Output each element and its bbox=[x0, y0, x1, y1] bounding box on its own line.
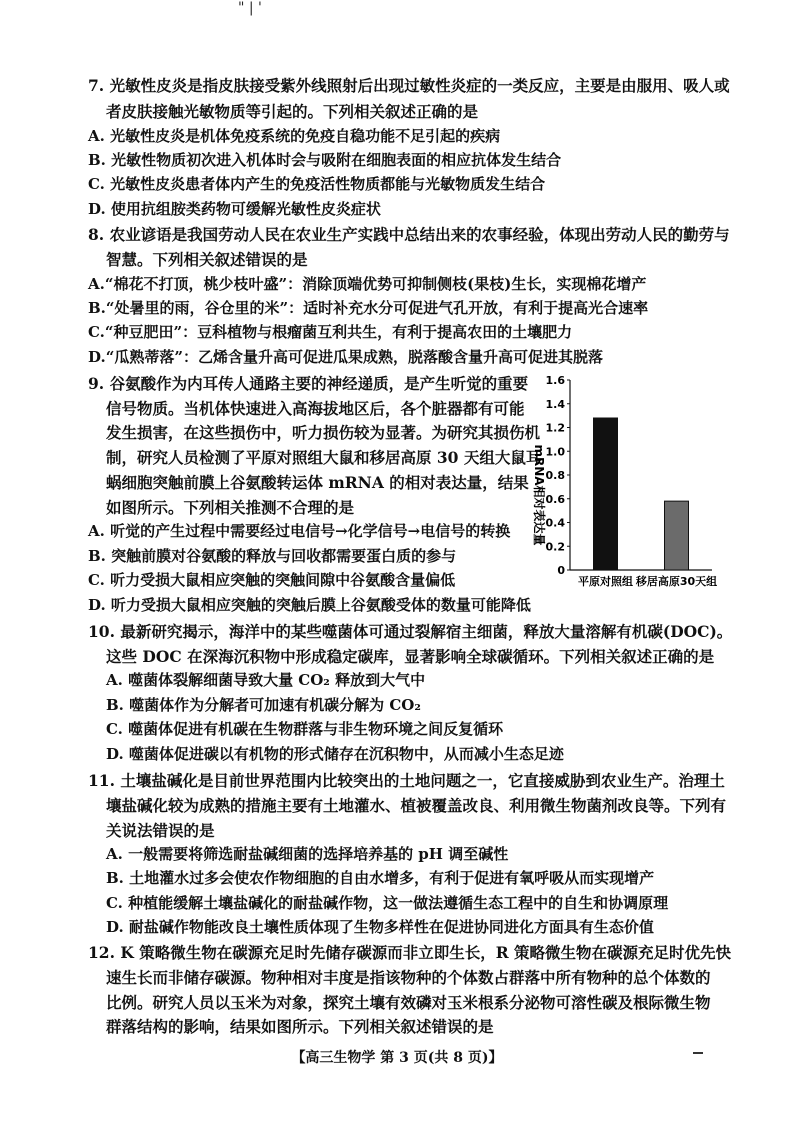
chart-y-tick-label: 1.2 bbox=[545, 421, 565, 435]
chart-category-label: 移居高原30天组 bbox=[635, 575, 718, 588]
q11-stem-line-2: 壤盐碱化较为成熟的措施主要有土地灌水、植被覆盖改良、利用微生物菌剂改良等。下列有 bbox=[106, 796, 727, 815]
chart-category-label: 平原对照组 bbox=[578, 575, 633, 588]
q12-stem-line-2: 速生长而非储存碳源。物种相对丰度是指该物种的个体数占群落中所有物种的总个体数的 bbox=[106, 968, 711, 987]
q10-option-d: D. 噬菌体促进碳以有机物的形式储存在沉积物中，从而减小生态足迹 bbox=[106, 745, 564, 763]
q9-stem-line-5: 蜗细胞突触前膜上谷氨酸转运体 mRNA 的相对表达量，结果 bbox=[106, 473, 529, 492]
chart-y-tick-label: 0 bbox=[557, 564, 565, 577]
q8-option-b: B.“处暑里的雨，谷仓里的米”：适时补充水分可促进气孔开放，有利于提高光合速率 bbox=[88, 299, 649, 317]
q7-stem-line-2: 者皮肤接触光敏物质等引起的。下列相关叙述正确的是 bbox=[106, 102, 479, 121]
q11-stem-line-3: 关说法错误的是 bbox=[106, 821, 215, 840]
chart-bar-2 bbox=[665, 501, 689, 570]
q12-stem-line-1: 12. K 策略微生物在碳源充足时先储存碳源而非立即生长，R 策略微生物在碳源充足时优先快 bbox=[88, 943, 732, 962]
q12-stem-line-3: 比例。研究人员以玉米为对象，探究土壤有效磷对玉米根系分泌物可溶性碳及根际微生物 bbox=[106, 993, 711, 1012]
q7-stem-line-1: 7. 光敏性皮炎是指皮肤接受紫外线照射后出现过敏性炎症的一类反应，主要是由服用、吸人或 bbox=[88, 76, 730, 95]
q10-option-c: C. 噬菌体促进有机碳在生物群落与非生物环境之间反复循环 bbox=[106, 720, 504, 738]
q10-option-a: A. 噬菌体裂解细菌导致大量 CO₂ 释放到大气中 bbox=[106, 671, 426, 689]
q10-option-b: B. 噬菌体作为分解者可加速有机碳分解为 CO₂ bbox=[106, 696, 421, 714]
chart-y-tick-label: 0.6 bbox=[545, 492, 565, 506]
q9-option-b: B. 突触前膜对谷氨酸的释放与回收都需要蛋白质的参与 bbox=[88, 547, 457, 565]
q7-option-d: D. 使用抗组胺类药物可缓解光敏性皮炎症状 bbox=[88, 200, 381, 218]
q12-stem-line-4: 群落结构的影响，结果如图所示。下列相关叙述错误的是 bbox=[106, 1017, 494, 1036]
q10-stem-line-1: 10. 最新研究揭示，海洋中的某些噬菌体可通过裂解宿主细菌，释放大量溶解有机碳(DOC)。 bbox=[88, 622, 733, 641]
chart-category-labels bbox=[578, 574, 717, 588]
q11-option-b: B. 土地灌水过多会使农作物细胞的自由水增多，有利于促进有氧呼吸从而实现增产 bbox=[106, 869, 655, 887]
q9-stem-line-3: 发生损害，在这些损伤中，听力损伤较为显著。为研究其损伤机 bbox=[106, 423, 541, 442]
chart-y-tick-label: 0.4 bbox=[545, 516, 565, 530]
q8-stem-line-2: 智慧。下列相关叙述错误的是 bbox=[106, 250, 308, 269]
q7-option-a: A. 光敏性皮炎是机体免疫系统的免疫自稳功能不足引起的疾病 bbox=[88, 127, 501, 145]
q9-stem-line-6: 如图所示。下列相关推测不合理的是 bbox=[106, 498, 355, 517]
q8-option-c: C.“种豆肥田”：豆科植物与根瘤菌互利共生，有利于提高农田的土壤肥力 bbox=[88, 323, 573, 341]
page-footer: 【高三生物学 第 3 页(共 8 页)】 bbox=[291, 1050, 503, 1066]
chart-bars bbox=[594, 418, 689, 570]
footer-dash-mark bbox=[693, 1052, 703, 1054]
q11-option-c: C. 种植能缓解土壤盐碱化的耐盐碱作物，这一做法遵循生态工程中的自生和协调原理 bbox=[106, 894, 669, 912]
q9-bar-chart bbox=[520, 370, 720, 605]
q11-option-a: A. 一般需要将筛选耐盐碱细菌的选择培养基的 pH 调至碱性 bbox=[106, 845, 509, 863]
q9-option-c: C. 听力受损大鼠相应突触的突触间隙中谷氨酸含量偏低 bbox=[88, 571, 456, 589]
chart-y-tick-label: 1.0 bbox=[545, 445, 565, 459]
chart-y-tick-label: 1.6 bbox=[545, 374, 565, 387]
chart-y-tick-label: 0.8 bbox=[545, 469, 565, 482]
q11-stem-line-1: 11. 土壤盐碱化是目前世界范围内比较突出的土地问题之一，它直接威胁到农业生产。治理土 bbox=[88, 771, 725, 790]
q8-option-a: A.“棉花不打顶，桃少枝叶盛”：消除顶端优势可抑制侧枝(果枝)生长，实现棉花增产 bbox=[88, 275, 647, 293]
chart-y-axis-label: mRNA相对表达量 bbox=[532, 444, 546, 546]
chart-y-tick-label: 0.2 bbox=[545, 540, 565, 554]
q8-option-d: D.“瓜熟蒂落”：乙烯含量升高可促进瓜果成熟，脱落酸含量升高可促进其脱落 bbox=[88, 348, 603, 366]
q10-stem-line-2: 这些 DOC 在深海沉积物中形成稳定碳库，显著影响全球碳循环。下列相关叙述正确的是 bbox=[106, 647, 715, 666]
q11-option-d: D. 耐盐碱作物能改良土壤性质体现了生物多样性在促进协同进化方面具有生态价值 bbox=[106, 918, 654, 936]
q8-stem-line-1: 8. 农业谚语是我国劳动人民在农业生产实践中总结出来的农事经验，体现出劳动人民的勤劳与 bbox=[88, 225, 730, 244]
q9-stem-line-2: 信号物质。当机体快速进入高海拔地区后，各个脏器都有可能 bbox=[106, 399, 525, 418]
chart-y-tick-label: 1.4 bbox=[545, 397, 565, 411]
chart-bar-1 bbox=[594, 418, 618, 570]
q7-option-c: C. 光敏性皮炎患者体内产生的免疫活性物质都能与光敏物质发生结合 bbox=[88, 175, 546, 193]
q9-stem-line-4: 制，研究人员检测了平原对照组大鼠和移居高原 30 天组大鼠耳 bbox=[106, 448, 542, 467]
top-edge-mark: " | ' bbox=[238, 0, 262, 16]
q7-option-b: B. 光敏性物质初次进入机体时会与吸附在细胞表面的相应抗体发生结合 bbox=[88, 151, 562, 169]
chart-y-ticks bbox=[546, 374, 571, 577]
q9-stem-line-1: 9. 谷氨酸作为内耳传人通路主要的神经递质，是产生听觉的重要 bbox=[88, 374, 529, 393]
q9-option-d: D. 听力受损大鼠相应突触的突触后膜上谷氨酸受体的数量可能降低 bbox=[88, 596, 531, 614]
q9-option-a: A. 听觉的产生过程中需要经过电信号→化学信号→电信号的转换 bbox=[88, 522, 511, 540]
